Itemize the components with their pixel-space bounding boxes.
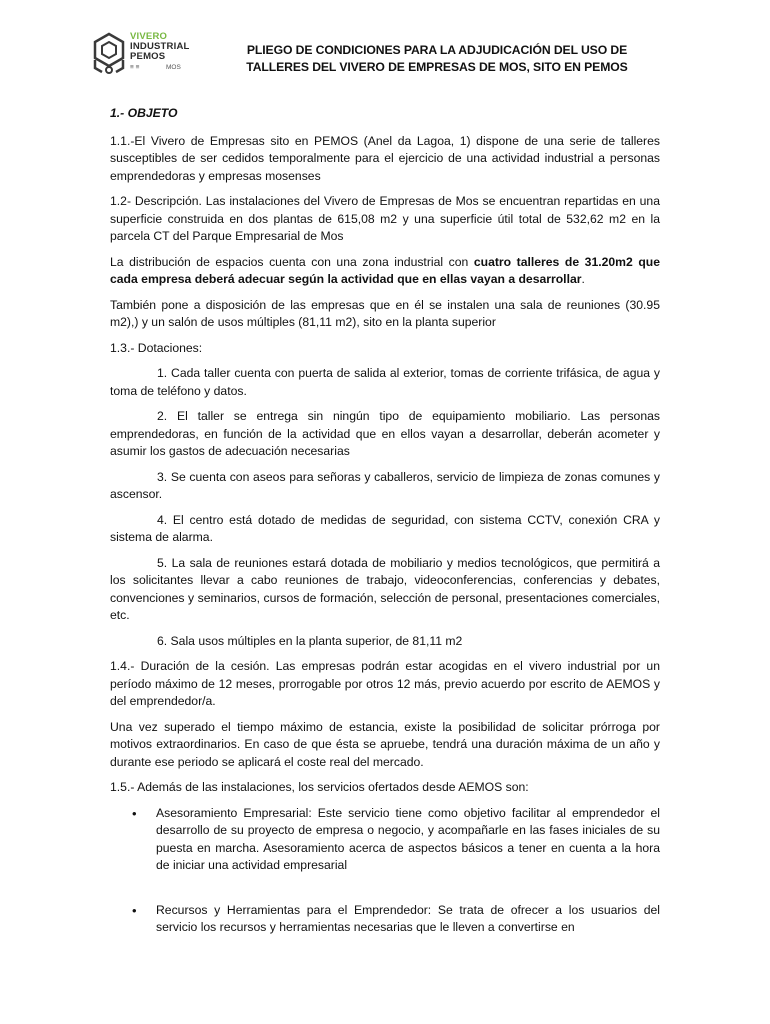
paragraph-tambien: También pone a disposición de las empresas que en él se instalen una sala de reuniones (30.95 m2),) y un salón de usos múltiples (81,11 m2), sito en la planta superior [110, 297, 660, 329]
dotacion-item: 3. Se cuenta con aseos para señoras y caballeros, servicio de limpieza de zonas comunes y ascensor. [110, 469, 660, 501]
paragraph-1-4: 1.4.- Duración de la cesión. Las empresas podrán estar acogidas en el vivero industrial por un período máximo de 12 meses, prorrogable por otros 12 más, previo acuerdo por escrito de AEMOS y del emprendedor/a. [110, 659, 660, 708]
paragraph-1-5: 1.5.- Además de las instalaciones, los servicios ofertados desde AEMOS son: [110, 780, 529, 794]
dotacion-item: 4. El centro está dotado de medidas de seguridad, con sistema CCTV, conexión CRA y sistema de alarma. [110, 512, 660, 544]
list-item-text: Asesoramiento Empresarial: Este servicio tiene como objetivo facilitar al emprendedor el desarrollo de su proyecto de empresa o negocio, y acompañarle en las fases iniciales de su puesta en marcha. Asesoramiento acerca de aspectos básicos a tener en cuenta a la hora de iniciar una actividad empresarial [156, 805, 660, 872]
list-item [110, 902, 660, 937]
section-heading: 1.- OBJETO [110, 106, 178, 120]
logo-line-2: INDUSTRIAL [130, 41, 190, 52]
paragraph-1-1: 1.1.-El Vivero de Empresas sito en PEMOS (Anel da Lagoa, 1) dispone de una serie de talleres susceptibles de ser cedidos temporalmente para el ejercicio de una actividad industrial a personas emprendedoras y empresas mosenses [110, 133, 660, 183]
paragraph-1-3: 1.3.- Dotaciones: [110, 340, 203, 355]
dist-pre: La distribución de espacios cuenta con una zona industrial con [110, 254, 474, 269]
sponsor-stripes-icon: ≡ ≡ [130, 64, 140, 71]
document-title [222, 42, 652, 76]
logo-wordmark [130, 32, 190, 62]
title-line-2: TALLERES DEL VIVERO DE EMPRESAS DE MOS, SITO EN PEMOS [246, 60, 628, 74]
cube-logo-icon [92, 32, 126, 76]
bullet-icon: • [132, 805, 137, 821]
paragraph-distribucion [110, 254, 660, 289]
paragraph-prorroga: Una vez superado el tiempo máximo de estancia, existe la posibilidad de solicitar prórroga por motivos extraordinarios. En caso de que ésta se apruebe, tendrá una duración máxima de un año y durante ese periodo se aplicará el coste real del mercado. [110, 719, 660, 769]
logo-line-1: VIVERO [130, 31, 168, 42]
services-list [110, 805, 660, 937]
bullet-icon: • [132, 902, 137, 918]
logo-line-3: PEMOS [130, 51, 166, 62]
dotacion-item: 1. Cada taller cuenta con puerta de salida al exterior, tomas de corriente trifásica, de agua y toma de teléfono y datos. [110, 366, 660, 398]
list-item [110, 805, 660, 875]
document-body [110, 105, 660, 964]
paragraph-1-2: 1.2- Descripción. Las instalaciones del Vivero de Empresas de Mos se encuentran repartidas en una superficie construida en dos plantas de 615,08 m2 y una superficie útil total de 532,62 m2 en la parcela CT del Parque Empresarial de Mos [110, 194, 660, 243]
dist-bold: cuatro talleres de 31.20m2 que cada empresa deberá adecuar según la actividad que en ellas vayan a desarrollar [110, 254, 660, 286]
title-line-1: PLIEGO DE CONDICIONES PARA LA ADJUDICACIÓN DEL USO DE [246, 43, 628, 57]
mos-logo: MOS [166, 64, 181, 71]
list-item-text: Recursos y Herramientas para el Emprendedor: Se trata de ofrecer a los usuarios del servicio los recursos y herramientas necesarias que le lleven a convertirse en [156, 902, 660, 934]
dotacion-item: 2. El taller se entrega sin ningún tipo de equipamiento mobiliario. Las personas emprendedoras, en función de la actividad que en ellos vayan a desarrollar, deberán acometer y asumir los gastos de adecuación necesarias [110, 409, 660, 458]
vivero-logo [92, 30, 202, 82]
logo-sponsors [130, 64, 200, 71]
dist-post: . [581, 272, 585, 286]
dotacion-item: 6. Sala usos múltiples en la planta superior, de 81,11 m2 [157, 633, 463, 648]
dotacion-item: 5. La sala de reuniones estará dotada de mobiliario y medios tecnológicos, que permitirá a los solicitantes llevar a cabo reuniones de trabajo, videoconferencias, conferencias y debates, convenciones y seminarios, cursos de formación, selección de personal, presentaciones comerciales, etc. [110, 555, 660, 622]
